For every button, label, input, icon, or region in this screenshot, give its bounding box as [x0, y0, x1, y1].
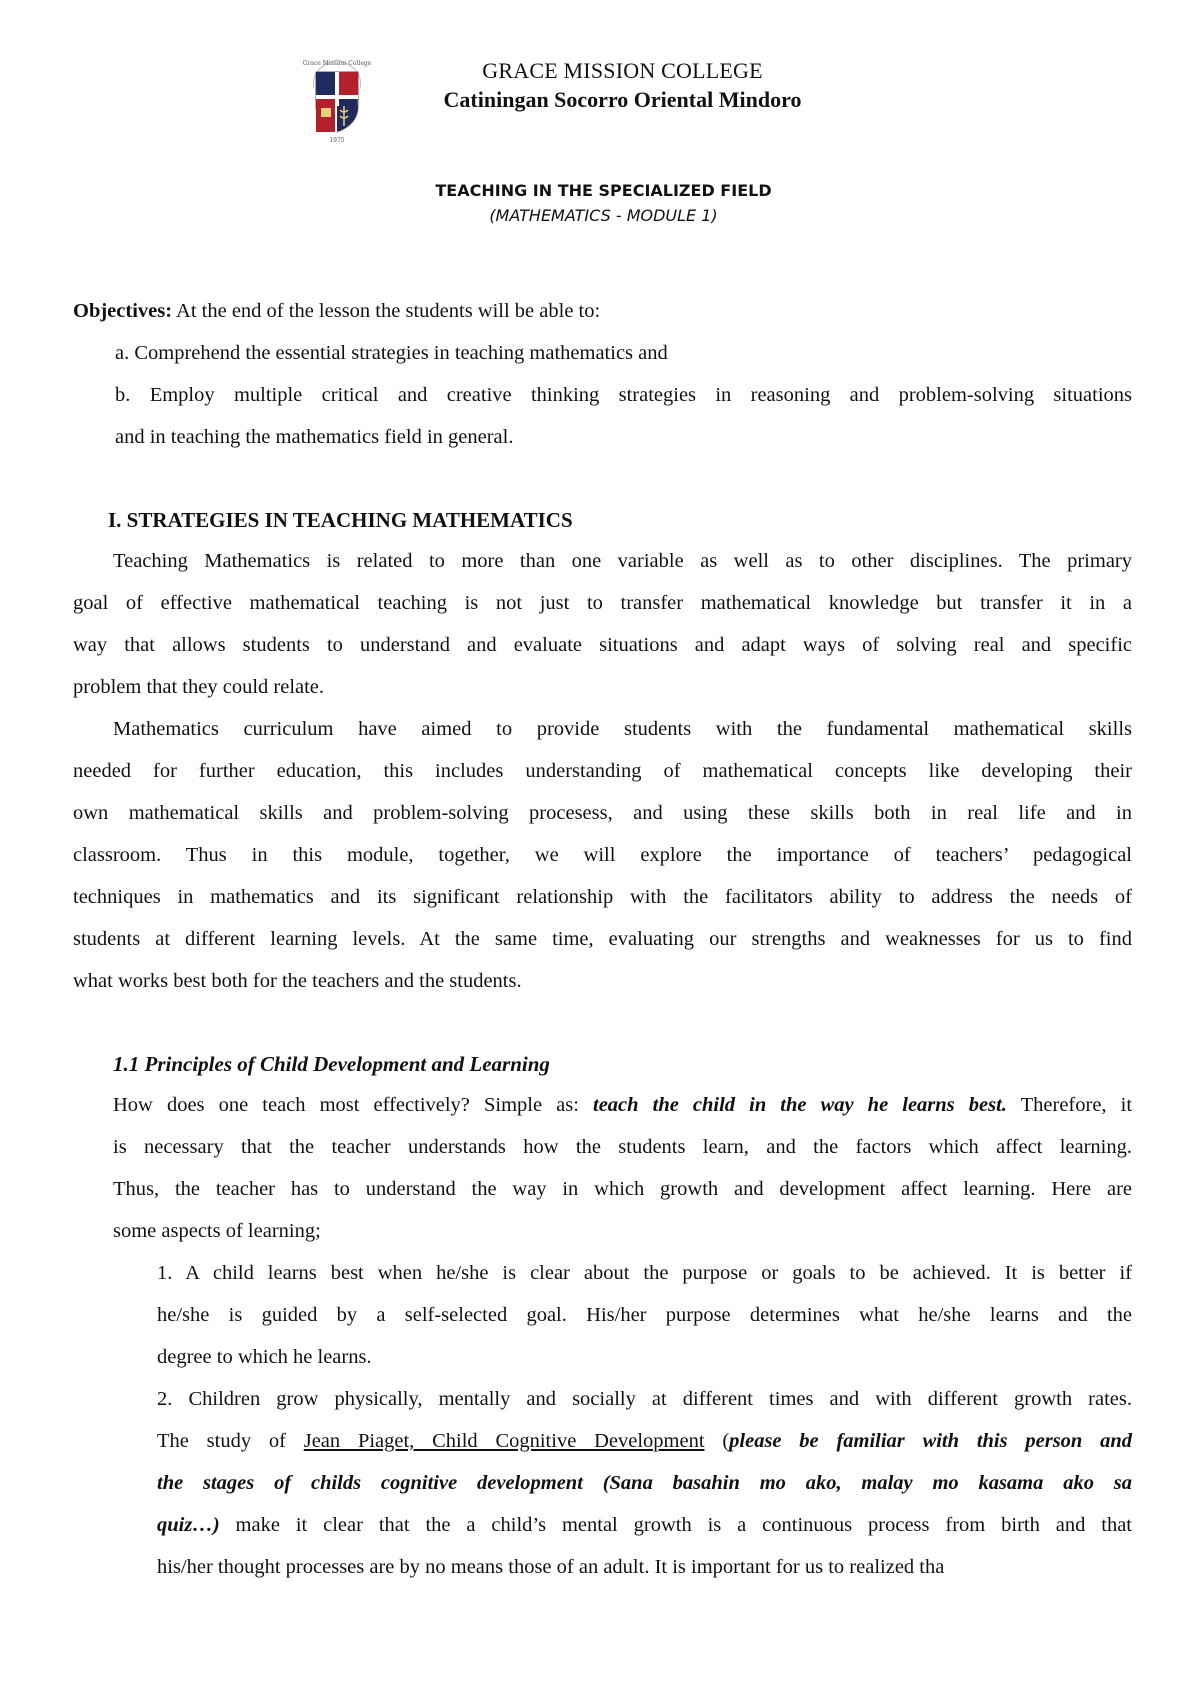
paragraph-line: Thus, the teacher has to understand the way in which growth and development affect learning. Here are: [113, 1178, 1132, 1200]
objective-b-line1: b. Employ multiple critical and creative thinking strategies in reasoning and problem-solving situations: [115, 384, 1132, 406]
list-item-line: [157, 1514, 1132, 1537]
paragraph-line: techniques in mathematics and its significant relationship with the facilitators ability to address the needs of: [73, 886, 1132, 908]
paragraph-line: what works best both for the teachers and the students.: [73, 970, 522, 992]
paragraph-line: [113, 1094, 1132, 1117]
list-item-line: [157, 1472, 1132, 1495]
college-name: GRACE MISSION COLLEGE: [482, 58, 763, 83]
emphasis-text: quiz…): [157, 1514, 220, 1536]
paragraph-line: students at different learning levels. At the same time, evaluating our strengths and weaknesses for us to find: [73, 928, 1132, 950]
objectives-label: Objectives:: [73, 300, 173, 322]
objectives-intro-text: At the end of the lesson the students will be able to:: [172, 300, 601, 322]
svg-text:Grace Mission College: Grace Mission College: [302, 60, 372, 67]
objective-a: a. Comprehend the essential strategies in teaching mathematics and: [115, 342, 668, 364]
objectives-intro: [73, 300, 600, 323]
list-text: (: [704, 1430, 730, 1452]
paragraph-line: own mathematical skills and problem-solving procesess, and using these skills both in real life and in: [73, 802, 1132, 824]
section-heading: I. STRATEGIES IN TEACHING MATHEMATICS: [108, 508, 573, 532]
paragraph-line: Teaching Mathematics is related to more than one variable as well as to other disciplines. The primary: [113, 550, 1132, 572]
list-text: make it clear that the a child’s mental growth is a continuous process from birth and that: [219, 1514, 1132, 1536]
paragraph-text: Therefore, it: [1006, 1094, 1133, 1116]
college-address: Catiningan Socorro Oriental Mindoro: [443, 87, 802, 112]
course-title: TEACHING IN THE SPECIALIZED FIELD: [435, 181, 772, 200]
paragraph-line: classroom. Thus in this module, together, we will explore the importance of teachers’ pedagogical: [73, 844, 1132, 866]
list-item-line: he/she is guided by a self-selected goal. His/her purpose determines what he/she learns and the: [157, 1304, 1132, 1326]
list-item-line: degree to which he learns.: [157, 1346, 372, 1368]
list-item-line: 2. Children grow physically, mentally and socially at different times and with different growth rates.: [157, 1388, 1132, 1410]
paragraph-line: needed for further education, this includes understanding of mathematical concepts like developing their: [73, 760, 1132, 782]
paragraph-line: way that allows students to understand and evaluate situations and adapt ways of solving real and specific: [73, 634, 1132, 656]
objective-b-line2: and in teaching the mathematics field in general.: [115, 426, 514, 448]
list-item-line: [157, 1430, 1132, 1453]
svg-text:1975: 1975: [329, 137, 345, 144]
emphasis-text: teach the child in the way he learns best.: [593, 1094, 1007, 1116]
paragraph-line: Mathematics curriculum have aimed to provide students with the fundamental mathematical skills: [113, 718, 1132, 740]
subsection-heading: 1.1 Principles of Child Development and Learning: [113, 1052, 550, 1076]
list-item-line: his/her thought processes are by no means those of an adult. It is important for us to realized tha: [157, 1556, 945, 1578]
piaget-link[interactable]: Jean Piaget, Child Cognitive Development: [303, 1430, 705, 1452]
paragraph-line: problem that they could relate.: [73, 676, 325, 698]
list-text: The study of: [157, 1430, 304, 1452]
paragraph-line: some aspects of learning;: [113, 1220, 321, 1242]
course-subtitle: (MATHEMATICS - MODULE 1): [489, 206, 718, 225]
paragraph-line: is necessary that the teacher understands how the students learn, and the factors which affect learning.: [113, 1136, 1132, 1158]
emphasis-text: the stages of childs cognitive development (Sana basahin mo ako, malay mo kasama ako sa: [157, 1472, 1132, 1494]
emphasis-text: please be familiar with this person and: [729, 1430, 1133, 1452]
paragraph-line: goal of effective mathematical teaching is not just to transfer mathematical knowledge but transfer it in a: [73, 592, 1132, 614]
question-text: How does one teach most effectively? Simple as:: [113, 1094, 594, 1116]
list-item-line: 1. A child learns best when he/she is clear about the purpose or goals to be achieved. It is better if: [157, 1262, 1132, 1284]
